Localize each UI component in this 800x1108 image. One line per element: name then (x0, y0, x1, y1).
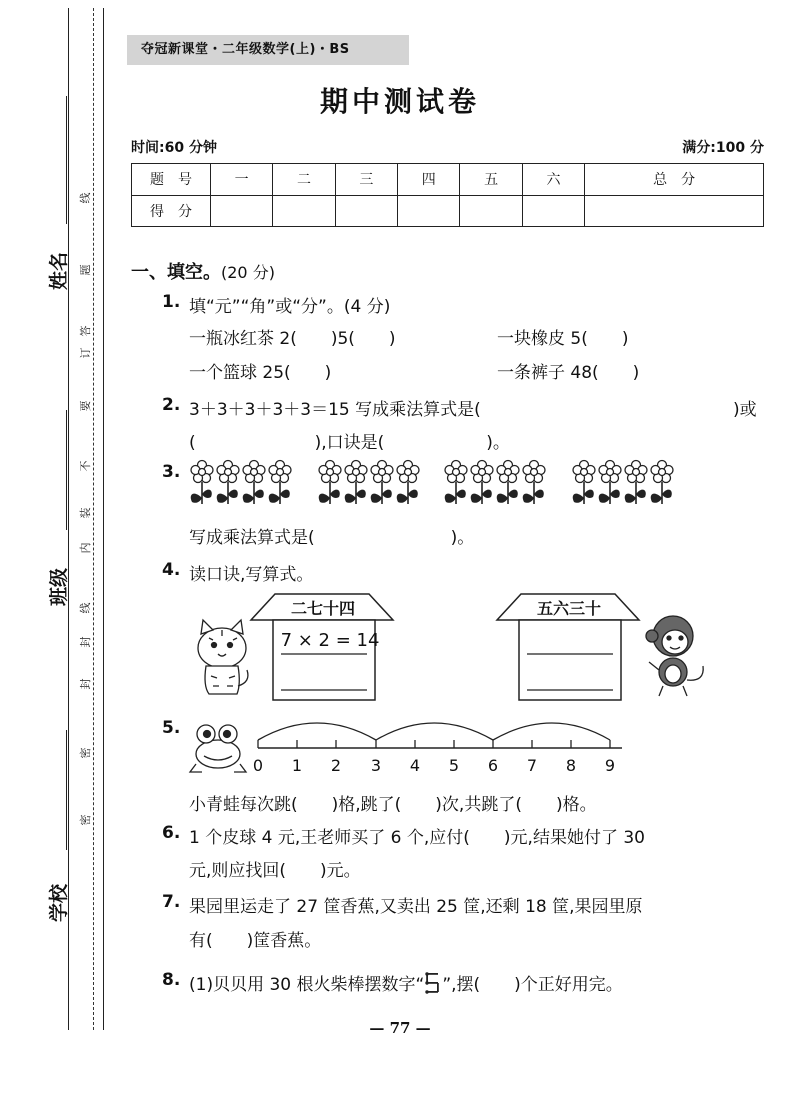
score-table-cell: 总 分 (585, 164, 764, 196)
q6-line2: 元,则应找回( )元。 (189, 861, 361, 881)
class-blank-line (66, 410, 67, 530)
question-number: 7. (162, 892, 181, 912)
cut-char: 题 (79, 264, 92, 276)
score-table-cell: 二 (273, 164, 335, 196)
jump-arc (258, 723, 376, 740)
question-number: 8. (162, 970, 181, 990)
score-table-cell: 五 (460, 164, 522, 196)
q7-line1: 果园里运走了 27 筐香蕉,又卖出 25 筐,还剩 18 筐,果园里原 (189, 897, 643, 917)
flower-group (191, 461, 291, 505)
flowers-illustration (188, 458, 678, 514)
question-number: 4. (162, 560, 181, 580)
school-label: 学校 (48, 883, 70, 922)
q5-prompt: 小青蛙每次跳( )格,跳了( )次,共跳了( )格。 (189, 795, 597, 815)
cut-char: 不 (79, 460, 92, 472)
score-blank[interactable] (273, 195, 335, 227)
score-blank[interactable] (522, 195, 584, 227)
tick-label: 1 (291, 756, 303, 775)
q2-line1: 3＋3＋3＋3＋3＝15 写成乘法算式是( (189, 400, 481, 420)
section-points: (20 分) (221, 263, 275, 282)
q8-text-pre: (1)贝贝用 30 根火柴棒摆数字“ (189, 975, 425, 995)
question-number: 3. (162, 462, 181, 482)
cut-char: 装 (79, 507, 92, 519)
score-table-cell: 六 (522, 164, 584, 196)
score-table-cell: 题 号 (132, 164, 211, 196)
section-title: 一、填空。 (131, 262, 221, 283)
q1-item-a: 一瓶冰红茶 2( )5( ) (189, 329, 396, 349)
tick-label: 2 (330, 756, 342, 775)
cut-char: 要 (79, 400, 92, 412)
q1-prompt: 填“元”“角”或“分”。(4 分) (189, 297, 391, 317)
jump-arc (493, 723, 610, 740)
tiger-cartoon (198, 620, 248, 694)
frog-cartoon (190, 725, 246, 772)
score-table-header-row (132, 164, 764, 196)
full-score: 满分:100 分 (682, 140, 764, 156)
score-blank[interactable] (335, 195, 397, 227)
cut-char: 封 (79, 678, 92, 690)
question-number: 5. (162, 718, 181, 738)
flower-group (445, 461, 545, 505)
class-label: 班级 (48, 567, 70, 606)
monkey-cartoon (646, 616, 703, 696)
score-blank[interactable] (211, 195, 273, 227)
tick-label: 5 (448, 756, 460, 775)
q4-illustration (189, 590, 709, 705)
section-heading (131, 258, 275, 284)
q1-item-c: 一个篮球 25( ) (189, 363, 332, 383)
number-line-ticks (258, 740, 610, 748)
time-limit: 时间:60 分钟 (131, 140, 217, 156)
house-left-label: 二七十四 (290, 599, 355, 618)
school-blank-line (66, 730, 67, 850)
cut-char: 内 (79, 542, 92, 554)
score-table-cell: 得 分 (132, 195, 211, 227)
cut-char: 订 (79, 347, 92, 359)
score-table-cell: 三 (335, 164, 397, 196)
tick-label: 9 (604, 756, 616, 775)
q3-prompt: 写成乘法算式是( )。 (189, 528, 475, 548)
margin-line-left (68, 8, 69, 1030)
question-number: 6. (162, 823, 181, 843)
score-blank[interactable] (585, 195, 764, 227)
matchstick-digit-icon (424, 971, 442, 995)
tick-label: 3 (370, 756, 382, 775)
cut-char: 密 (79, 747, 92, 759)
tick-label: 7 (526, 756, 538, 775)
q1-item-b: 一块橡皮 5( ) (497, 329, 629, 349)
page-number: — 77 — (369, 1019, 431, 1037)
q6-line1: 1 个皮球 4 元,王老师买了 6 个,应付( )元,结果她付了 30 (189, 828, 645, 848)
flower-group (573, 461, 673, 505)
q8-text (189, 970, 623, 995)
q7-line2: 有( )筐香蕉。 (189, 931, 322, 951)
margin-line-right (103, 8, 104, 1030)
house-right-label: 五六三十 (536, 599, 601, 618)
flower-group (319, 461, 419, 505)
cut-char: 密 (79, 814, 92, 826)
q2-line2: ( ),口诀是( )。 (189, 433, 510, 453)
q4-prompt: 读口诀,写算式。 (189, 565, 314, 585)
jump-arc (376, 723, 493, 740)
question-number: 1. (162, 292, 181, 312)
score-table-score-row (132, 195, 764, 227)
margin-cut-line (93, 8, 94, 1030)
tick-label: 0 (252, 756, 264, 775)
tick-label: 6 (487, 756, 499, 775)
name-label: 姓名 (48, 251, 70, 290)
score-table (131, 163, 764, 227)
score-table-cell: 四 (398, 164, 460, 196)
tick-label: 4 (409, 756, 421, 775)
page-title: 期中测试卷 (319, 85, 480, 118)
page-number-value: 77 (389, 1019, 411, 1037)
cut-char: 线 (79, 602, 92, 614)
cut-char: 线 (79, 192, 92, 204)
series-banner: 夺冠新课堂・二年级数学(上)・BS (127, 35, 409, 65)
q8-text-post: ”,摆( )个正好用完。 (442, 975, 623, 995)
house-left-equation: 7 × 2 = 14 (280, 630, 380, 651)
q2-line1-end: )或 (733, 400, 757, 420)
score-table-cell: 一 (211, 164, 273, 196)
q1-item-d: 一条裤子 48( ) (497, 363, 640, 383)
tick-label: 8 (565, 756, 577, 775)
score-blank[interactable] (460, 195, 522, 227)
question-number: 2. (162, 395, 181, 415)
score-blank[interactable] (398, 195, 460, 227)
cut-char: 答 (79, 325, 92, 337)
cut-char: 封 (79, 636, 92, 648)
